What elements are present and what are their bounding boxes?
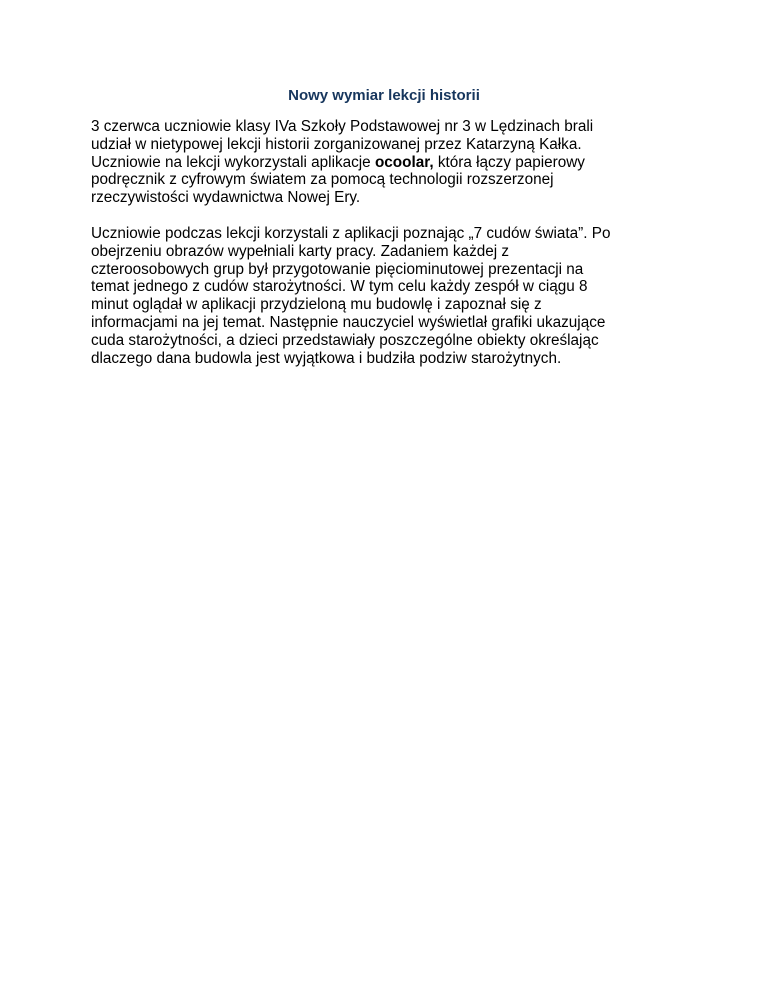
text-line: 3 czerwca uczniowie klasy IVa Szkoły Podstawowej nr 3 w Lędzinach brali xyxy=(91,118,594,135)
text-line: obejrzeniu obrazów wypełniali karty pracy. Zadaniem każdej z xyxy=(91,242,510,260)
text-line: cuda starożytności, a dzieci przedstawiały poszczególne obiekty określając xyxy=(91,331,599,349)
text-line: temat jednego z cudów starożytności. W tym celu każdy zespół w ciągu 8 xyxy=(91,278,588,296)
text-line xyxy=(91,154,691,172)
text-line: minut oglądał w aplikacji przydzieloną mu budowlę i zapoznał się z xyxy=(91,296,542,314)
document-body xyxy=(91,118,691,385)
paragraph-intro xyxy=(91,118,691,207)
text-line: podręcznik z cyfrowym światem za pomocą technologii rozszerzonej xyxy=(91,171,554,189)
app-name-bold: ocoolar, xyxy=(374,153,434,171)
text-span: która łączy papierowy xyxy=(433,153,585,171)
text-line: rzeczywistości wydawnictwa Nowej Ery. xyxy=(91,189,361,207)
text-line: udział w nietypowej lekcji historii zorganizowanej przez Katarzyną Kałka. xyxy=(91,135,582,153)
document-title: Nowy wymiar lekcji historii xyxy=(288,87,480,104)
paragraph-lesson xyxy=(91,225,691,367)
text-line: czteroosobowych grup był przygotowanie pięciominutowej prezentacji na xyxy=(91,260,584,278)
text-line: informacjami na jej temat. Następnie nauczyciel wyświetlał grafiki ukazujące xyxy=(91,313,606,331)
text-span: Uczniowie na lekcji wykorzystali aplikacje xyxy=(91,153,375,171)
text-line: dlaczego dana budowla jest wyjątkowa i budziła podziw starożytnych. xyxy=(91,349,562,367)
text-line: Uczniowie podczas lekcji korzystali z aplikacji poznając „7 cudów świata”. Po xyxy=(91,224,611,242)
